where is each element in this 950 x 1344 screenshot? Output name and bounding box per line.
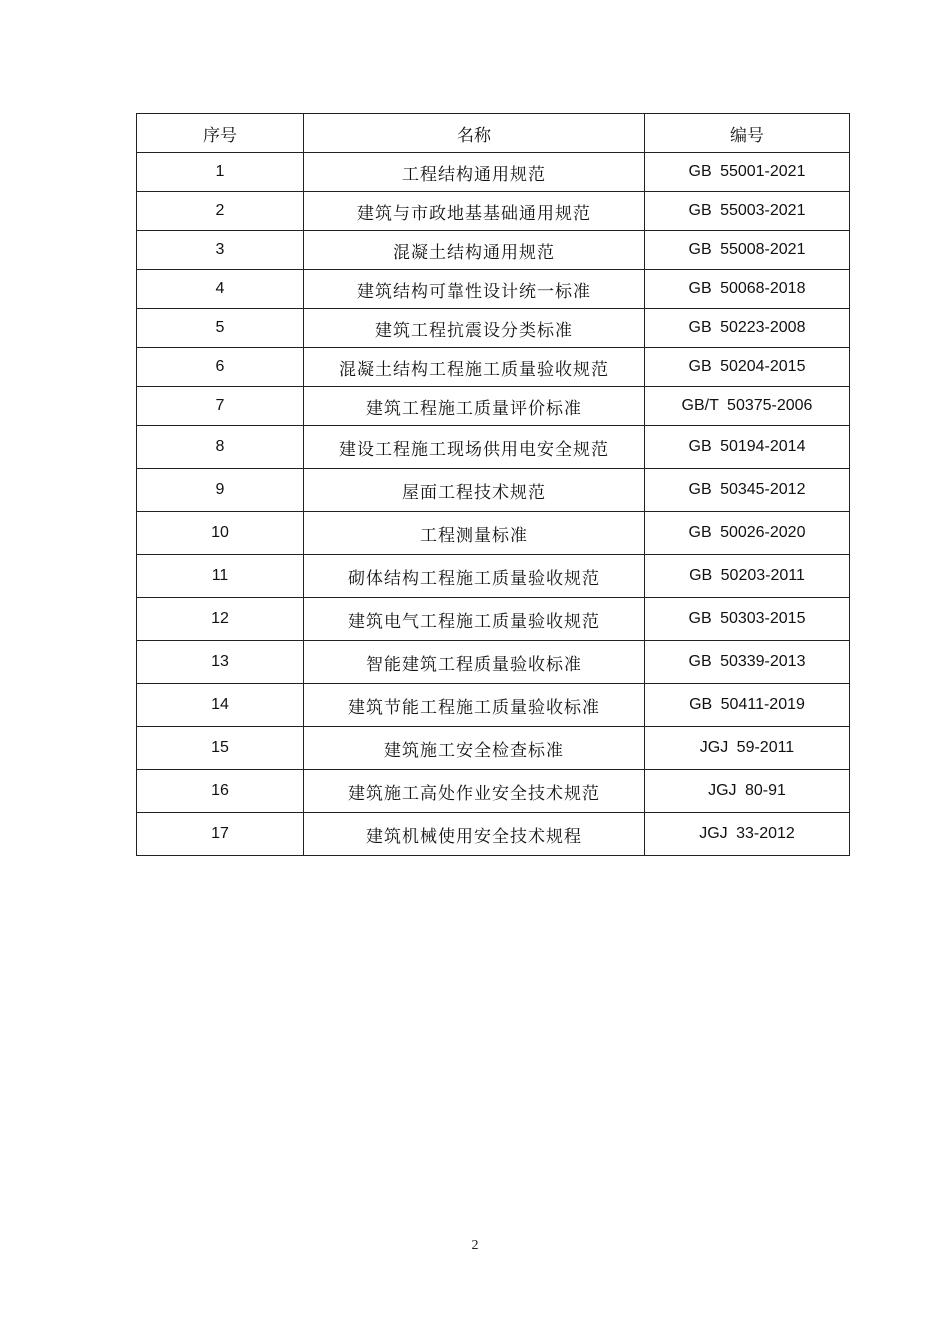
table-row — [137, 598, 850, 641]
row-no: 8 — [137, 426, 304, 469]
row-no: 7 — [137, 387, 304, 426]
table-row — [137, 641, 850, 684]
row-code: JGJ 59-2011 — [645, 727, 850, 770]
row-no: 5 — [137, 309, 304, 348]
row-no: 3 — [137, 231, 304, 270]
header-no: 序号 — [137, 114, 304, 153]
row-code: GB 50204-2015 — [645, 348, 850, 387]
row-code: GB 55008-2021 — [645, 231, 850, 270]
header-code: 编号 — [645, 114, 850, 153]
table-row — [137, 348, 850, 387]
row-code: GB 50026-2020 — [645, 512, 850, 555]
row-code: GB 50068-2018 — [645, 270, 850, 309]
row-code: GB 50339-2013 — [645, 641, 850, 684]
row-name: 建筑结构可靠性设计统一标准 — [304, 270, 645, 309]
table-row — [137, 309, 850, 348]
row-no: 2 — [137, 192, 304, 231]
row-name: 建筑工程施工质量评价标准 — [304, 387, 645, 426]
row-code: GB 55001-2021 — [645, 153, 850, 192]
table-row — [137, 770, 850, 813]
table-row — [137, 469, 850, 512]
row-no: 11 — [137, 555, 304, 598]
row-name: 建筑施工安全检查标准 — [304, 727, 645, 770]
table-row — [137, 153, 850, 192]
row-name: 建筑电气工程施工质量验收规范 — [304, 598, 645, 641]
header-name: 名称 — [304, 114, 645, 153]
row-name: 智能建筑工程质量验收标准 — [304, 641, 645, 684]
row-no: 17 — [137, 813, 304, 856]
row-name: 建筑节能工程施工质量验收标准 — [304, 684, 645, 727]
table-row — [137, 727, 850, 770]
row-no: 10 — [137, 512, 304, 555]
row-code: GB 50303-2015 — [645, 598, 850, 641]
row-code: GB 50411-2019 — [645, 684, 850, 727]
row-name: 建筑与市政地基基础通用规范 — [304, 192, 645, 231]
row-code: GB 50345-2012 — [645, 469, 850, 512]
table-row — [137, 555, 850, 598]
row-no: 12 — [137, 598, 304, 641]
row-code: GB/T 50375-2006 — [645, 387, 850, 426]
table-row — [137, 813, 850, 856]
row-no: 9 — [137, 469, 304, 512]
table-row — [137, 270, 850, 309]
table-row — [137, 426, 850, 469]
table-header-row — [137, 114, 850, 153]
standards-table — [136, 113, 850, 856]
row-code: JGJ 33-2012 — [645, 813, 850, 856]
row-code: JGJ 80-91 — [645, 770, 850, 813]
row-code: GB 50223-2008 — [645, 309, 850, 348]
row-name: 建筑机械使用安全技术规程 — [304, 813, 645, 856]
row-name: 混凝土结构工程施工质量验收规范 — [304, 348, 645, 387]
row-no: 15 — [137, 727, 304, 770]
table-row — [137, 231, 850, 270]
row-name: 建筑施工高处作业安全技术规范 — [304, 770, 645, 813]
row-no: 6 — [137, 348, 304, 387]
row-code: GB 55003-2021 — [645, 192, 850, 231]
row-name: 工程测量标准 — [304, 512, 645, 555]
row-name: 建设工程施工现场供用电安全规范 — [304, 426, 645, 469]
page-number: 2 — [471, 1238, 479, 1253]
row-name: 工程结构通用规范 — [304, 153, 645, 192]
table-row — [137, 387, 850, 426]
row-no: 1 — [137, 153, 304, 192]
row-code: GB 50194-2014 — [645, 426, 850, 469]
row-name: 混凝土结构通用规范 — [304, 231, 645, 270]
table-row — [137, 684, 850, 727]
row-name: 建筑工程抗震设分类标准 — [304, 309, 645, 348]
row-no: 4 — [137, 270, 304, 309]
row-no: 16 — [137, 770, 304, 813]
row-name: 屋面工程技术规范 — [304, 469, 645, 512]
table-row — [137, 512, 850, 555]
row-code: GB 50203-2011 — [645, 555, 850, 598]
row-no: 13 — [137, 641, 304, 684]
row-name: 砌体结构工程施工质量验收规范 — [304, 555, 645, 598]
row-no: 14 — [137, 684, 304, 727]
table-row — [137, 192, 850, 231]
